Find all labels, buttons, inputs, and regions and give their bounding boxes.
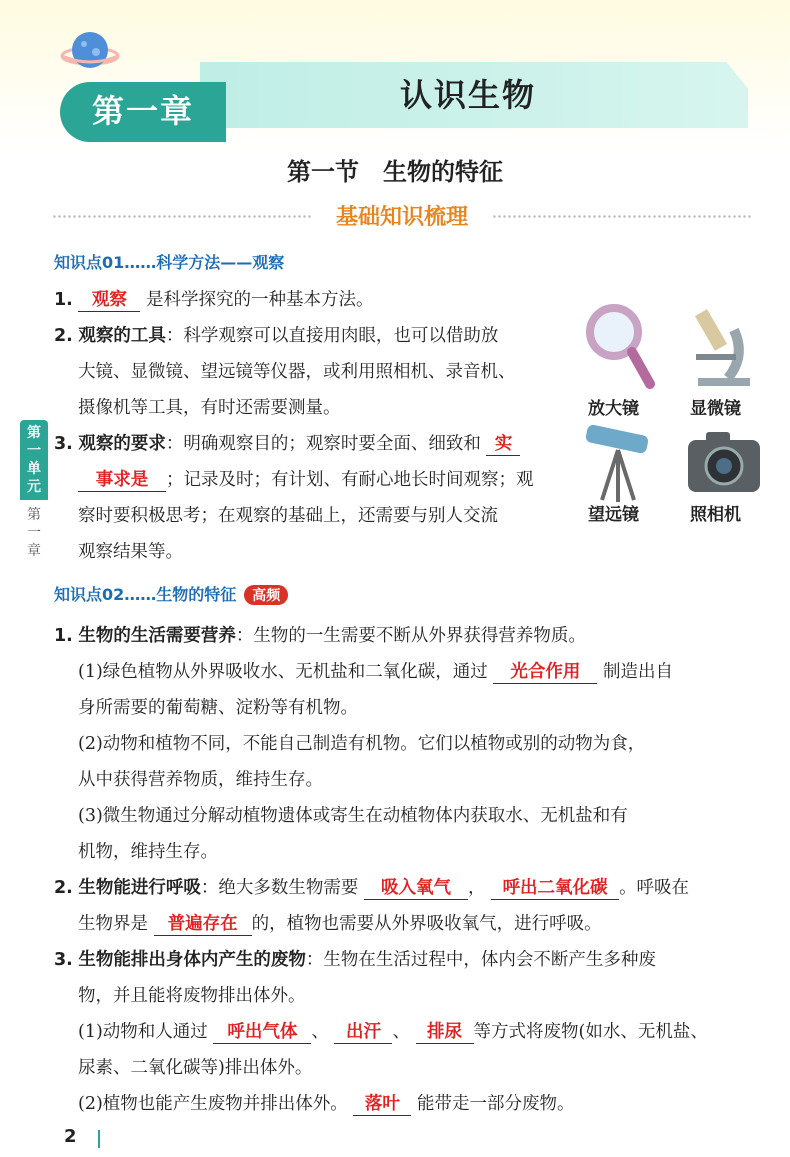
item-number: 1. [54, 626, 73, 646]
answer-blank: 吸入氧气 [364, 874, 468, 900]
separator: 、 [311, 1022, 329, 1042]
camera-label: 照相机 [690, 505, 741, 525]
separator: ， [467, 878, 486, 898]
item-3-line-2 [78, 466, 534, 492]
item-text: ：明确观察目的；观察时要全面、细致和 [165, 434, 481, 454]
knowledge-point-01: 知识点01……科学方法——观察 [54, 253, 285, 272]
answer-blank: 观察 [78, 286, 140, 312]
item-text: 。呼吸在 [619, 878, 690, 898]
q1-sub-3-line-2: 机物，维持生存。 [78, 842, 218, 862]
microscope-label: 显微镜 [690, 399, 741, 419]
item-number: 2. [54, 326, 73, 346]
side-tab-unit: 第 一 单 元 [20, 420, 48, 500]
q2-line-1 [54, 874, 689, 900]
answer-blank: 普遍存在 [154, 910, 252, 936]
item-2-line-1 [54, 322, 498, 347]
item-text: ；记录及时；有计划、有耐心地长时间观察；观 [166, 470, 534, 490]
telescope-label: 望远镜 [588, 505, 639, 525]
item-number: 3. [54, 950, 73, 970]
sub-title: 基础知识梳理 [335, 205, 468, 230]
answer-blank: 出汗 [334, 1018, 392, 1044]
item-text: 的，植物也需要从外界吸收氧气，进行呼吸。 [251, 914, 602, 934]
item-text: 能带走一部分废物。 [416, 1094, 575, 1114]
separator: 、 [392, 1022, 410, 1042]
page-number: 2 [64, 1126, 77, 1147]
answer-blank: 实 [486, 430, 520, 456]
section-title: 第一节 生物的特征 [287, 158, 503, 186]
item-2-line-2: 大镜、显微镜、望远镜等仪器，或利用照相机、录音机、 [78, 362, 516, 382]
knowledge-point-02-label: 知识点02……生物的特征 [54, 585, 237, 604]
answer-blank: 落叶 [353, 1090, 411, 1116]
q3-line-1 [54, 946, 656, 971]
q1-sub-2-line-1: (2)动物和植物不同，不能自己制造有机物。它们以植物或别的动物为食， [78, 734, 646, 754]
item-3-line-3: 察时要积极思考；在观察的基础上，还需要与别人交流 [78, 506, 498, 526]
item-number: 3. [54, 434, 73, 454]
answer-blank: 光合作用 [493, 658, 597, 684]
item-lead: 观察的要求 [78, 434, 166, 454]
item-number: 2. [54, 878, 73, 898]
q1-sub-3-line-1: (3)微生物通过分解动植物遗体或寄生在动植物体内获取水、无机盐和有 [78, 806, 628, 826]
q2-line-2 [78, 910, 602, 936]
sub-title-bar [52, 200, 752, 232]
planet-icon [60, 22, 120, 82]
chapter-label: 第一章 [92, 92, 195, 130]
item-1 [54, 286, 373, 312]
q1-sub-2-line-2: 从中获得营养物质，维持生存。 [78, 770, 323, 790]
q1-line-1 [54, 622, 586, 647]
item-text: (1)绿色植物从外界吸收水、无机盐和二氧化碳，通过 [78, 662, 488, 682]
item-lead: 观察的工具 [78, 326, 166, 346]
item-text: 制造出自 [602, 662, 673, 682]
item-text: ：绝大多数生物需要 [200, 878, 359, 898]
item-text: 是科学探究的一种基本方法。 [145, 290, 374, 310]
item-3-line-4: 观察结果等。 [78, 542, 183, 562]
knowledge-point-02 [54, 582, 288, 605]
item-lead: 生物能进行呼吸 [78, 878, 201, 898]
high-frequency-badge: 高频 [244, 585, 288, 605]
microscope-icon [684, 300, 764, 390]
chapter-title: 认识生物 [400, 76, 537, 114]
answer-blank: 呼出二氧化碳 [491, 874, 619, 900]
magnifier-icon [582, 300, 662, 390]
side-tab [20, 420, 48, 580]
magnifier-label: 放大镜 [588, 399, 639, 419]
item-text: ：生物的一生需要不断从外界获得营养物质。 [235, 626, 586, 646]
answer-blank: 事求是 [78, 466, 166, 492]
q1-sub-1-line-2: 身所需要的葡萄糖、淀粉等有机物。 [78, 698, 358, 718]
answer-blank: 呼出气体 [213, 1018, 311, 1044]
item-text: (1)动物和人通过 [78, 1022, 208, 1042]
answer-blank: 排尿 [416, 1018, 474, 1044]
q1-sub-1-line-1 [78, 658, 673, 684]
q3-sub-1-line-2: 尿素、二氧化碳等)排出体外。 [78, 1058, 313, 1078]
side-tab-chapter: 第 一 章 [27, 507, 41, 559]
q3-sub-1-line-1 [78, 1018, 708, 1044]
page-number-divider [98, 1130, 100, 1148]
item-text: ：生物在生活过程中，体内会不断产生多种废 [305, 950, 656, 970]
q3-sub-2-line-1 [78, 1090, 574, 1116]
item-lead: 生物的生活需要营养 [78, 626, 236, 646]
item-text: (2)植物也能产生废物并排出体外。 [78, 1094, 348, 1114]
item-lead: 生物能排出身体内产生的废物 [78, 950, 306, 970]
telescope-icon [580, 420, 660, 510]
item-3-line-1 [54, 430, 520, 456]
q3-line-2: 物，并且能将废物排出体外。 [78, 986, 306, 1006]
item-text: 等方式将废物(如水、无机盐、 [473, 1022, 708, 1042]
item-text: ：科学观察可以直接用肉眼，也可以借助放 [165, 326, 499, 346]
item-2-line-3: 摄像机等工具，有时还需要测量。 [78, 398, 341, 418]
item-number: 1. [54, 290, 73, 310]
item-text: 生物界是 [78, 914, 148, 934]
